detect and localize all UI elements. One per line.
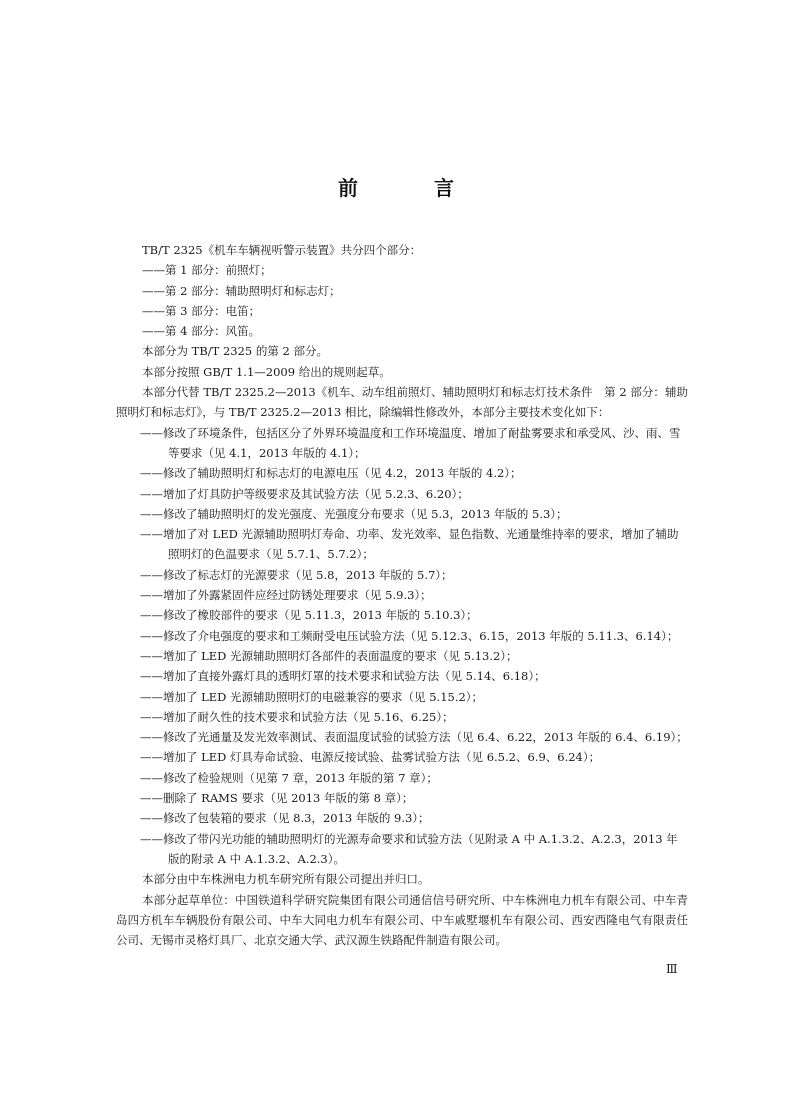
change-item: ——修改了带闪光功能的辅助照明灯的光源寿命要求和试验方法（见附录 A 中 A.1.3.2、A.2.3，2013 年版的附录 A 中 A.1.3.2、A.2.3）。 xyxy=(140,831,678,866)
part-scope-paragraph: 本部分为 TB/T 2325 的第 2 部分。 xyxy=(142,344,329,359)
change-item: ——增加了对 LED 光源辅助照明灯寿命、功率、发光效率、显色指数、光通量维持率的要求，增加了辅助照明灯的色温要求（见 5.7.1、5.7.2）； xyxy=(140,527,679,562)
change-item: ——修改了检验规则（见第 7 章，2013 年版的第 7 章）； xyxy=(140,770,438,785)
change-item: ——增加了灯具防护等级要求及其试验方法（见 5.2.3、6.20）； xyxy=(140,486,469,501)
change-item: ——增加了 LED 光源辅助照明灯的电磁兼容的要求（见 5.15.2）； xyxy=(140,689,484,704)
change-item: ——修改了包装箱的要求（见 8.3，2013 年版的 9.3）； xyxy=(140,811,430,826)
change-item: ——修改了辅助照明灯的发光强度、光强度分布要求（见 5.3，2013 年版的 5.3）； xyxy=(140,506,568,521)
change-item: ——增加了耐久性的技术要求和试验方法（见 5.16、6.25）； xyxy=(140,709,454,724)
part-item: ——第 2 部分：辅助照明灯和标志灯； xyxy=(142,283,341,298)
change-item: ——增加了外露紧固件应经过防锈处理要求（见 5.9.3）； xyxy=(140,588,432,603)
proposer-paragraph: 本部分由中车株洲电力机车研究所有限公司提出并归口。 xyxy=(142,872,430,887)
drafting-rules-paragraph: 本部分按照 GB/T 1.1—2009 给出的规则起草。 xyxy=(142,364,391,379)
part-item: ——第 1 部分：前照灯； xyxy=(142,263,272,278)
drafting-units-paragraph: 本部分起草单位：中国铁道科学研究院集团有限公司通信信号研究所、中车株洲电力机车有限公司、中车青岛四方机车车辆股份有限公司、中车大同电力机车有限公司、中车戚墅堰机车有限公司、西安西隆电气有限责任公司、无锡市灵格灯具厂、北京交通大学、武汉源生铁路配件制造有限公司。 xyxy=(116,892,688,948)
part-item: ——第 4 部分：风笛。 xyxy=(142,324,261,339)
page-number: Ⅲ xyxy=(666,962,678,976)
change-item: ——修改了标志灯的光源要求（见 5.8，2013 年版的 5.7）； xyxy=(140,567,453,582)
change-item: ——增加了 LED 灯具寿命试验、电源反接试验、盐雾试验方法（见 6.5.2、6.9、6.24）； xyxy=(140,750,601,765)
intro-paragraph: TB/T 2325《机车车辆视听警示装置》共分四个部分： xyxy=(142,243,422,257)
change-item: ——修改了环境条件，包括区分了外界环境温度和工作环境温度、增加了耐盐雾要求和承受风、沙、雨、雪等要求（见 4.1，2013 年版的 4.1）； xyxy=(140,425,681,460)
part-item: ——第 3 部分：电笛； xyxy=(142,303,261,318)
change-item: ——修改了介电强度的要求和工频耐受电压试验方法（见 5.12.3、6.15，2013 年版的 5.11.3、6.14）； xyxy=(140,628,679,643)
change-item: ——修改了光通量及发光效率测试、表面温度试验的试验方法（见 6.4、6.22，2013 年版的 6.4、6.19）； xyxy=(140,730,688,745)
change-item: ——删除了 RAMS 要求（见 2013 年版的第 8 章）； xyxy=(140,791,414,806)
document-body xyxy=(116,240,688,950)
page-title: 前 言 xyxy=(338,176,482,200)
change-item: ——增加了 LED 光源辅助照明灯各部件的表面温度的要求（见 5.13.2）； xyxy=(140,648,518,663)
change-item: ——修改了辅助照明灯和标志灯的电源电压（见 4.2，2013 年版的 4.2）； xyxy=(140,466,522,481)
change-item: ——修改了橡胶部件的要求（见 5.11.3，2013 年版的 5.10.3）； xyxy=(140,608,478,623)
change-item: ——增加了直接外露灯具的透明灯罩的技术要求和试验方法（见 5.14、6.18）； xyxy=(140,669,546,684)
replacement-paragraph: 本部分代替 TB/T 2325.2—2013《机车、动车组前照灯、辅助照明灯和标志灯技术条件 第 2 部分：辅助照明灯和标志灯》，与 TB/T 2325.2—2013 相比，除编辑性修改外，本部分主要技术变化如下： xyxy=(116,385,688,420)
